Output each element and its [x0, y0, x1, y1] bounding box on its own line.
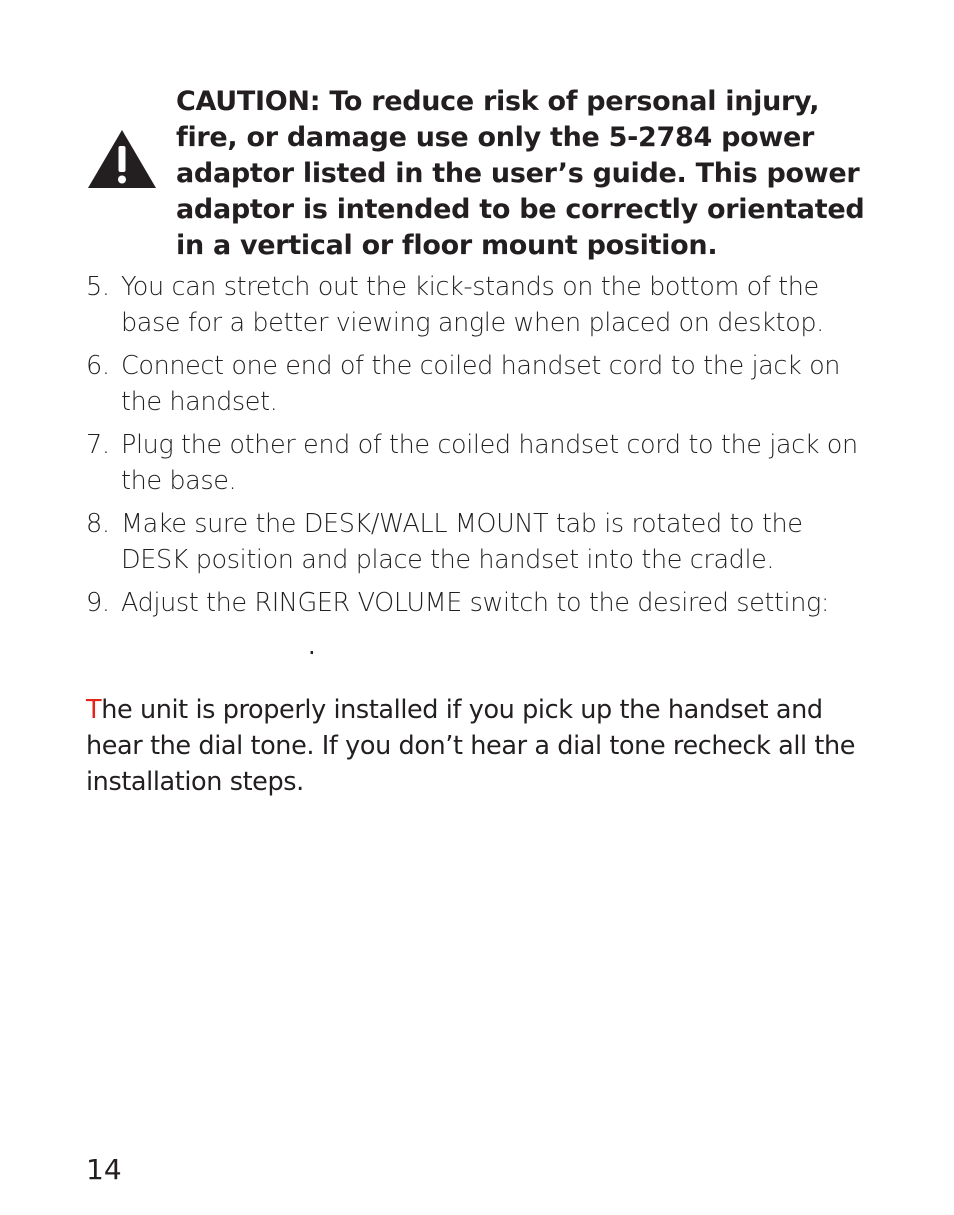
instruction-steps	[86, 269, 876, 628]
step-text: You can stretch out the kick-stands on the bottom of the base for a better viewing angle when placed on desktop.	[121, 272, 824, 338]
closing-text: he unit is properly installed if you pick up the handset and hear the dial tone. If you don’t hear a dial tone recheck all the installation steps.	[86, 694, 856, 797]
step-text: Adjust the RINGER VOLUME switch to the desired setting:	[121, 588, 830, 618]
step-5	[86, 269, 876, 341]
warning-triangle-icon	[86, 128, 158, 190]
step-9	[86, 585, 876, 621]
step-text: Plug the other end of the coiled handset cord to the jack on the base.	[121, 430, 858, 496]
step-number: 7.	[86, 430, 110, 460]
step-number: 8.	[86, 509, 110, 539]
page-number: 14	[86, 1153, 122, 1186]
step-8	[86, 506, 876, 578]
step-number: 9.	[86, 588, 110, 618]
step-number: 6.	[86, 351, 110, 381]
step-text: Make sure the DESK/WALL MOUNT tab is rotated to the DESK position and place the handset into the cradle.	[121, 509, 803, 575]
closing-first-letter: T	[86, 694, 102, 725]
step-number: 5.	[86, 272, 110, 302]
step-7	[86, 427, 876, 499]
stray-dot: .	[308, 632, 316, 660]
step-text: Connect one end of the coiled handset cord to the jack on the handset.	[121, 351, 841, 417]
caution-block	[86, 84, 886, 264]
caution-text: CAUTION: To reduce risk of personal injury, fire, or damage use only the 5-2784 power adaptor listed in the user’s guide. This power adaptor is intended to be correctly orientated in a vertical or floor mount position.	[176, 86, 865, 261]
step-6	[86, 348, 876, 420]
closing-paragraph	[86, 692, 876, 800]
